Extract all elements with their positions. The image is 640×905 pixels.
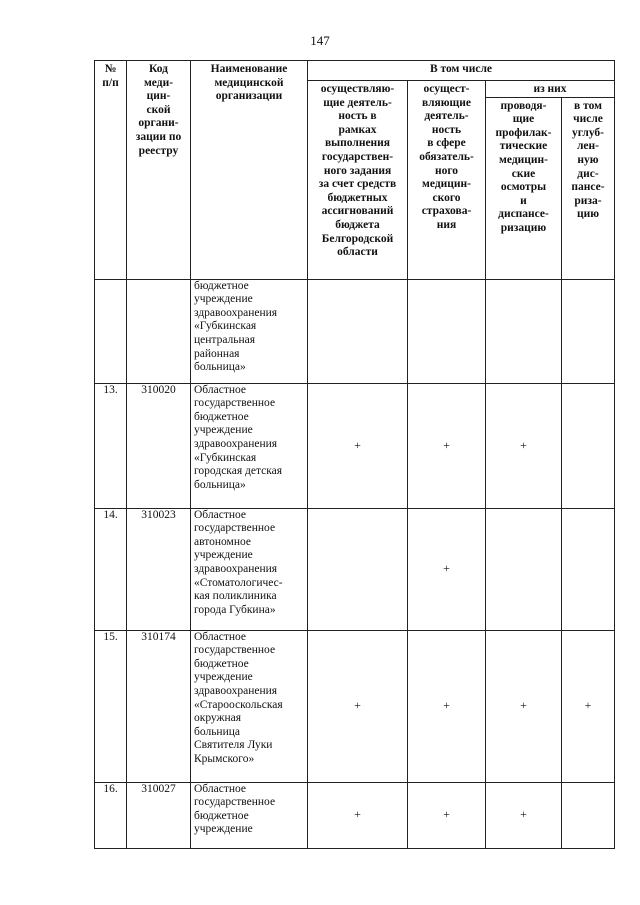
budget-mark bbox=[308, 279, 408, 383]
oms-mark: + bbox=[408, 508, 486, 630]
budget-mark: + bbox=[308, 383, 408, 508]
table-header bbox=[95, 61, 615, 280]
header-deep: в том числе углуб- лен- ную дис- пансе- риза- цию bbox=[562, 97, 615, 279]
medical-organizations-table bbox=[94, 60, 615, 849]
deep-dispensary-mark: + bbox=[562, 630, 615, 782]
deep-dispensary-mark bbox=[562, 279, 615, 383]
table-row bbox=[95, 630, 615, 782]
row-number: 16. bbox=[95, 782, 127, 848]
prof-exam-mark bbox=[486, 279, 562, 383]
table-row bbox=[95, 383, 615, 508]
prof-exam-mark: + bbox=[486, 782, 562, 848]
oms-mark bbox=[408, 279, 486, 383]
registry-code: 310174 bbox=[127, 630, 191, 782]
header-oms: осущест- вляющие деятель- ность в сфере обязатель- ного медицин- ского страхова- ния bbox=[408, 81, 486, 280]
row-number bbox=[95, 279, 127, 383]
budget-mark: + bbox=[308, 782, 408, 848]
organization-name: Областное государственное бюджетное учреждение здравоохранения «Губкинская городская детская больница» bbox=[191, 383, 308, 508]
oms-mark: + bbox=[408, 383, 486, 508]
oms-mark: + bbox=[408, 782, 486, 848]
table-row bbox=[95, 508, 615, 630]
header-name: Наименование медицинской организации bbox=[191, 61, 308, 280]
registry-code: 310020 bbox=[127, 383, 191, 508]
budget-mark bbox=[308, 508, 408, 630]
organization-name: Областное государственное автономное учреждение здравоохранения «Стоматологичес- кая поликлиника города Губкина» bbox=[191, 508, 308, 630]
row-number: 15. bbox=[95, 630, 127, 782]
oms-mark: + bbox=[408, 630, 486, 782]
header-num: № п/п bbox=[95, 61, 127, 280]
registry-code: 310027 bbox=[127, 782, 191, 848]
header-of-them: из них bbox=[486, 81, 615, 98]
row-number: 13. bbox=[95, 383, 127, 508]
header-including: В том числе bbox=[308, 61, 615, 81]
header-prof: проводя- щие профилак- тические медицин- ские осмотры и диспансе- ризацию bbox=[486, 97, 562, 279]
deep-dispensary-mark bbox=[562, 782, 615, 848]
prof-exam-mark bbox=[486, 508, 562, 630]
header-code: Код меди- цин- ской органи- зации по реестру bbox=[127, 61, 191, 280]
deep-dispensary-mark bbox=[562, 383, 615, 508]
deep-dispensary-mark bbox=[562, 508, 615, 630]
prof-exam-mark: + bbox=[486, 630, 562, 782]
table-body bbox=[95, 279, 615, 848]
organization-name: Областное государственное бюджетное учреждение bbox=[191, 782, 308, 848]
organization-name: бюджетное учреждение здравоохранения «Губкинская центральная районная больница» bbox=[191, 279, 308, 383]
prof-exam-mark: + bbox=[486, 383, 562, 508]
table-row bbox=[95, 782, 615, 848]
row-number: 14. bbox=[95, 508, 127, 630]
page-number: 147 bbox=[310, 33, 330, 48]
organization-name: Областное государственное бюджетное учреждение здравоохранения «Старооскольская окружная больница Святителя Луки Крымского» bbox=[191, 630, 308, 782]
budget-mark: + bbox=[308, 630, 408, 782]
registry-code: 310023 bbox=[127, 508, 191, 630]
header-budget: осуществляю- щие деятель- ность в рамках выполнения государствен- ного задания за счет средств бюджетных ассигнований бюджета Белгородской области bbox=[308, 81, 408, 280]
registry-code bbox=[127, 279, 191, 383]
table-row bbox=[95, 279, 615, 383]
